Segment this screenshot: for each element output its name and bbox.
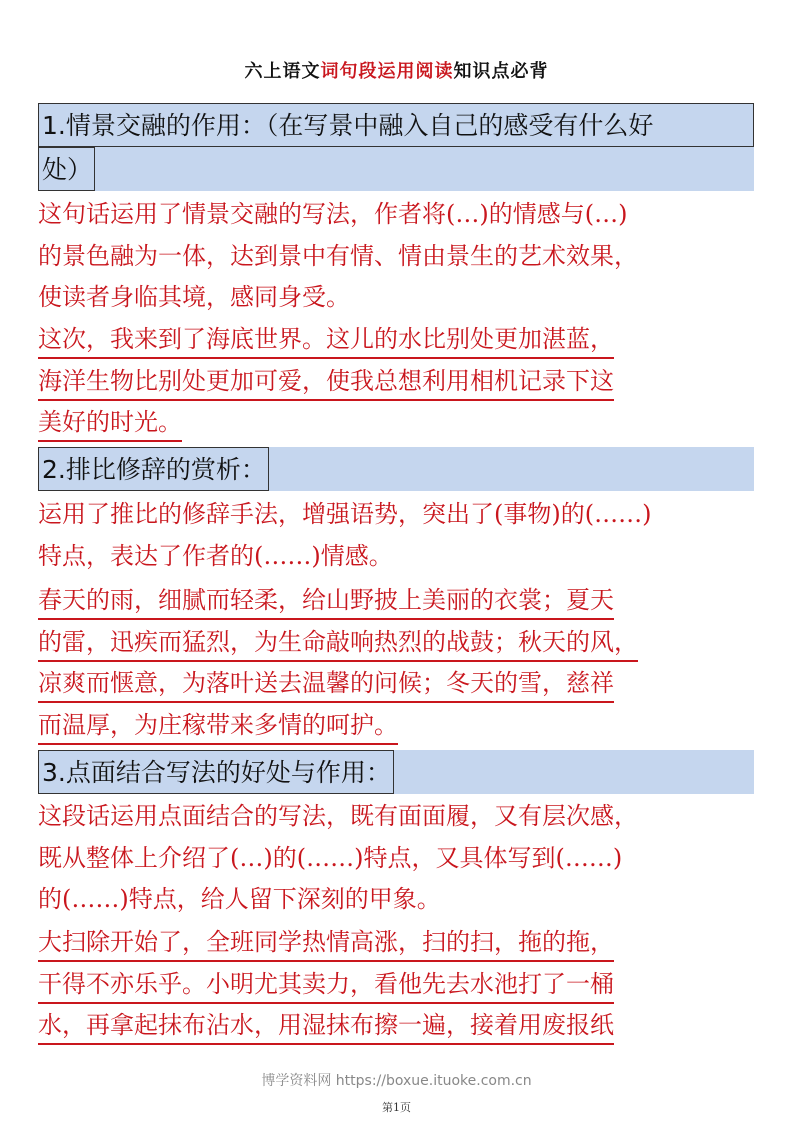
page-number: 第1页 <box>382 1101 411 1114</box>
example-line: 水，再拿起抹布沾水，用湿抹布擦一遍，接着用废报纸 <box>38 1007 614 1045</box>
section-2-method <box>38 494 758 577</box>
example-line: 春天的雨，细腻而轻柔，给山野披上美丽的衣裳；夏天 <box>38 582 614 620</box>
section-2-example <box>38 580 758 746</box>
method-line: 这句话运用了情景交融的写法，作者将(…)的情感与(…) <box>38 200 628 228</box>
section-3-example <box>38 922 758 1047</box>
example-line: 大扫除开始了，全班同学热情高涨，扫的扫，拖的拖， <box>38 924 614 962</box>
title-part-2: 词句段运用阅读 <box>320 61 454 82</box>
section-1-heading-line: 1.情景交融的作用：（在写景中融入自己的感受有什么好 <box>38 103 754 147</box>
section-3-heading-line: 3.点面结合写法的好处与作用： <box>38 750 394 794</box>
example-line: 海洋生物比别处更加可爱，使我总想利用相机记录下这 <box>38 363 614 401</box>
section-2-heading-line: 2.排比修辞的赏析： <box>38 447 269 491</box>
method-line: 的景色融为一体，达到景中有情、情由景生的艺术效果， <box>38 241 638 270</box>
method-line: 这段话运用点面结合的写法，既有面面履，又有层次感， <box>38 802 638 830</box>
method-line: 使读者身临其境，感同身受。 <box>38 283 350 311</box>
example-line: 的雷，迅疾而猛烈，为生命敲响热烈的战鼓；秋天的风， <box>38 624 638 662</box>
example-line: 而温厚，为庄稼带来多情的呵护。 <box>38 707 398 745</box>
footer-watermark-text: 博学资料网 https://boxue.ituoke.com.cn <box>261 1073 532 1089</box>
section-3-method <box>38 796 758 921</box>
example-line: 凉爽而惬意，为落叶送去温馨的问候；冬天的雪，慈祥 <box>38 665 614 703</box>
example-line: 干得不亦乐乎。小明尤其卖力，看他先去水池打了一桶 <box>38 966 614 1004</box>
page-title <box>0 44 793 100</box>
section-2-heading <box>38 447 754 491</box>
title-part-1: 六上语文 <box>244 61 321 82</box>
example-line: 美好的时光。 <box>38 404 182 442</box>
title-part-3: 知识点必背 <box>453 61 549 82</box>
method-line: 运用了推比的修辞手法，增强语势，突出了(事物)的(……) <box>38 500 652 528</box>
section-3-heading <box>38 750 754 794</box>
section-1-method <box>38 194 758 319</box>
section-1-example <box>38 319 758 444</box>
example-line: 这次，我来到了海底世界。这儿的水比别处更加湛蓝， <box>38 321 614 359</box>
section-1-heading <box>38 103 754 191</box>
method-line: 既从整体上介绍了(…)的(……)特点，又具体写到(……) <box>38 843 623 872</box>
method-line: 特点，表达了作者的(……)情感。 <box>38 541 393 570</box>
method-line: 的(……)特点，给人留下深刻的甲象。 <box>38 885 441 913</box>
section-1-heading-line: 处） <box>38 147 95 191</box>
